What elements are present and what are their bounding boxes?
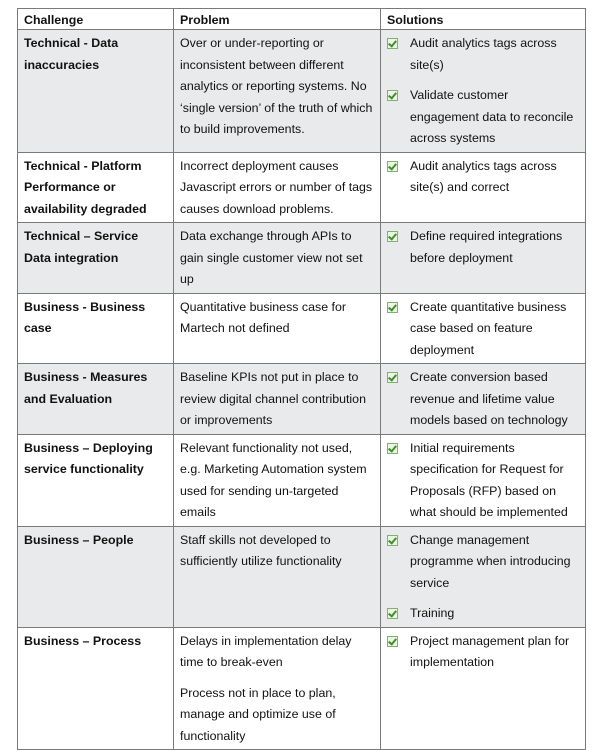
solution-item bbox=[387, 438, 579, 524]
solution-item bbox=[387, 297, 579, 362]
solutions-cell bbox=[381, 526, 586, 627]
solutions-cell bbox=[381, 627, 586, 750]
solutions-list bbox=[387, 226, 579, 269]
challenge-cell: Business – Process bbox=[18, 627, 174, 750]
solutions-list bbox=[387, 156, 579, 199]
table-row bbox=[18, 434, 586, 526]
problem-cell bbox=[174, 627, 381, 750]
checkbox-checked-icon bbox=[387, 608, 398, 619]
header-row bbox=[18, 9, 586, 30]
challenge-cell: Business – People bbox=[18, 526, 174, 627]
checkbox-checked-icon bbox=[387, 443, 398, 454]
problem-cell bbox=[174, 293, 381, 364]
solutions-list bbox=[387, 367, 579, 432]
solutions-list bbox=[387, 297, 579, 362]
solution-text: Project management plan for implementation bbox=[410, 633, 570, 669]
problem-cell bbox=[174, 223, 381, 294]
solution-item bbox=[387, 85, 579, 150]
solutions-cell bbox=[381, 364, 586, 435]
checkbox-checked-icon bbox=[387, 90, 398, 101]
problem-cell bbox=[174, 434, 381, 526]
table-row bbox=[18, 526, 586, 627]
checkbox-checked-icon bbox=[387, 231, 398, 242]
problem-text: Data exchange through APIs to gain single customer view not set up bbox=[180, 229, 363, 286]
problem-cell bbox=[174, 30, 381, 153]
solution-text: Training bbox=[410, 606, 455, 620]
table-row bbox=[18, 152, 586, 223]
solutions-list bbox=[387, 631, 579, 674]
header-challenge: Challenge bbox=[18, 9, 174, 30]
table-row bbox=[18, 223, 586, 294]
problem-text: Staff skills not developed to sufficiently utilize functionality bbox=[180, 532, 342, 568]
problem-text: Process not in place to plan, manage and optimize use of functionality bbox=[180, 685, 336, 743]
solution-item bbox=[387, 631, 579, 674]
table-row bbox=[18, 30, 586, 153]
solution-item bbox=[387, 530, 579, 595]
solution-text: Initial requirements specification for Request for Proposals (RFP) based on what should be implemented bbox=[410, 440, 568, 519]
challenge-cell: Business - Measures and Evaluation bbox=[18, 364, 174, 435]
solution-item bbox=[387, 367, 579, 432]
solutions-cell bbox=[381, 434, 586, 526]
problem-cell bbox=[174, 364, 381, 435]
problem-text: Quantitative business case for Martech not defined bbox=[180, 299, 346, 335]
problem-text: Baseline KPIs not put in place to review digital channel contribution or improvements bbox=[180, 370, 366, 427]
challenge-cell: Business - Business case bbox=[18, 293, 174, 364]
header-problem: Problem bbox=[174, 9, 381, 30]
checkbox-checked-icon bbox=[387, 372, 398, 383]
problem-text: Delays in implementation delay time to break-even bbox=[180, 633, 352, 669]
table-row bbox=[18, 364, 586, 435]
solution-text: Audit analytics tags across site(s) and correct bbox=[410, 158, 557, 194]
solution-text: Audit analytics tags across site(s) bbox=[410, 36, 557, 72]
solution-text: Define required integrations before deployment bbox=[410, 229, 563, 265]
table-row bbox=[18, 293, 586, 364]
solution-text: Change management programme when introducing service bbox=[410, 532, 571, 590]
solution-item bbox=[387, 226, 579, 269]
solution-text: Create quantitative business case based on feature deployment bbox=[410, 299, 567, 357]
solution-item bbox=[387, 33, 579, 76]
solutions-list bbox=[387, 530, 579, 625]
checkbox-checked-icon bbox=[387, 38, 398, 49]
solutions-cell bbox=[381, 293, 586, 364]
problem-cell bbox=[174, 526, 381, 627]
problem-text: Over or under-reporting or inconsistent between different analytics or reporting systems. No ‘single version’ of the truth of which to build improvements. bbox=[180, 36, 373, 136]
solutions-cell bbox=[381, 223, 586, 294]
solutions-list bbox=[387, 438, 579, 524]
solutions-cell bbox=[381, 30, 586, 153]
challenge-cell: Technical - Platform Performance or availability degraded bbox=[18, 152, 174, 223]
solution-item bbox=[387, 603, 579, 625]
checkbox-checked-icon bbox=[387, 636, 398, 647]
checkbox-checked-icon bbox=[387, 161, 398, 172]
problem-cell bbox=[174, 152, 381, 223]
solution-text: Validate customer engagement data to reconcile across systems bbox=[410, 88, 574, 145]
problem-text: Incorrect deployment causes Javascript errors or number of tags causes download problems. bbox=[180, 158, 373, 216]
solutions-cell bbox=[381, 152, 586, 223]
challenges-table bbox=[17, 8, 586, 750]
table-body bbox=[18, 30, 586, 750]
challenge-cell: Technical – Service Data integration bbox=[18, 223, 174, 294]
solution-item bbox=[387, 156, 579, 199]
solutions-list bbox=[387, 33, 579, 150]
header-solutions: Solutions bbox=[381, 9, 586, 30]
checkbox-checked-icon bbox=[387, 302, 398, 313]
challenge-cell: Business – Deploying service functionality bbox=[18, 434, 174, 526]
challenge-cell: Technical - Data inaccuracies bbox=[18, 30, 174, 153]
checkbox-checked-icon bbox=[387, 535, 398, 546]
solution-text: Create conversion based revenue and lifetime value models based on technology bbox=[410, 370, 568, 427]
problem-text: Relevant functionality not used, e.g. Marketing Automation system used for sending un-targeted emails bbox=[180, 440, 367, 519]
table-row bbox=[18, 627, 586, 750]
